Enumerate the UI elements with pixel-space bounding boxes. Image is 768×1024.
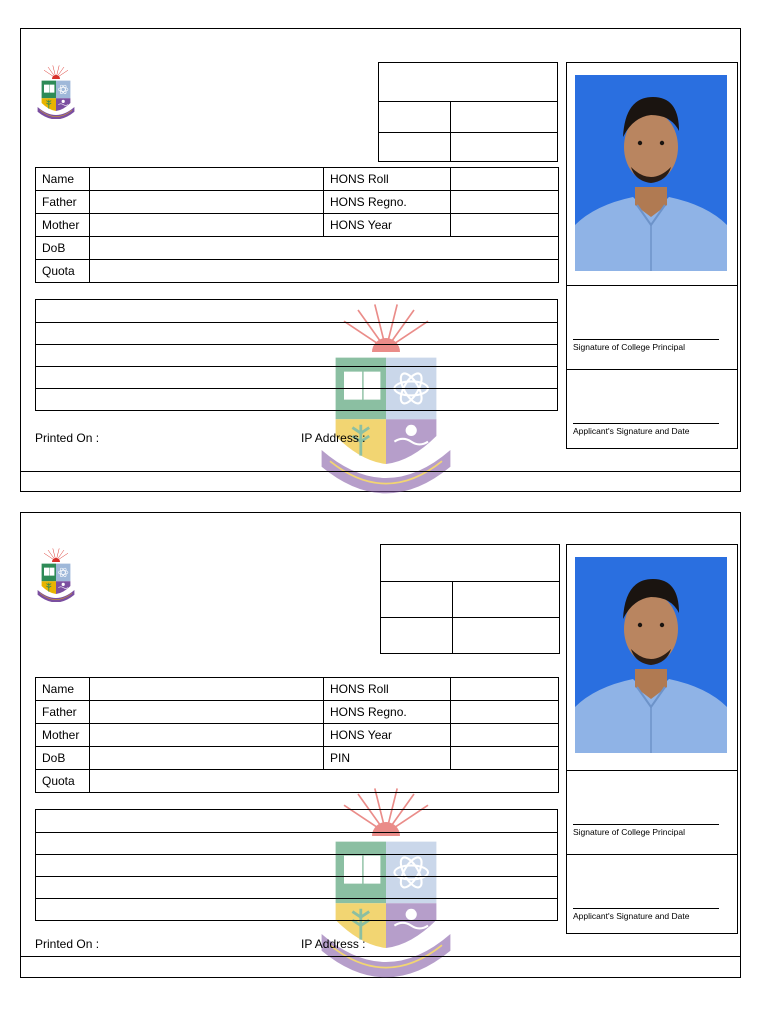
table-row [36, 214, 559, 237]
admit-card-1 [20, 28, 741, 492]
divider [21, 956, 740, 957]
university-logo-icon [36, 63, 76, 119]
quota-label: Quota [36, 770, 90, 793]
applicant-signature-label: Applicant's Signature and Date [573, 426, 690, 436]
applicant-signature-line [573, 908, 719, 909]
printed-on-label: Printed On : [35, 431, 100, 445]
code-box [378, 62, 558, 162]
hons-roll-label: HONS Roll [324, 168, 451, 191]
mother-label: Mother [36, 724, 90, 747]
dob-label: DoB [36, 237, 90, 260]
applicant-photo [575, 75, 727, 271]
printed-on-label: Printed On : [35, 937, 100, 951]
hons-roll-label: HONS Roll [324, 678, 451, 701]
father-label: Father [36, 191, 90, 214]
applicant-signature-label: Applicant's Signature and Date [573, 911, 690, 921]
table-row [36, 237, 559, 260]
divider [567, 854, 737, 855]
applicant-info-table [35, 677, 559, 793]
divider [567, 285, 737, 286]
hons-year-label: HONS Year [324, 214, 451, 237]
hons-year-label: HONS Year [324, 724, 451, 747]
name-label: Name [36, 168, 90, 191]
photo-signature-panel [566, 544, 738, 934]
applicant-info-table [35, 167, 559, 283]
ip-address-label: IP Address : [301, 937, 366, 951]
dob-label: DoB [36, 747, 90, 770]
table-row [36, 747, 559, 770]
principal-signature-label: Signature of College Principal [573, 827, 685, 837]
name-label: Name [36, 678, 90, 701]
father-label: Father [36, 701, 90, 724]
divider [567, 369, 737, 370]
hons-regno-label: HONS Regno. [324, 191, 451, 214]
quota-label: Quota [36, 260, 90, 283]
ip-address-label: IP Address : [301, 431, 366, 445]
applicant-photo [575, 557, 727, 753]
photo-signature-panel [566, 62, 738, 449]
blank-lines-box [35, 809, 558, 921]
code-box [380, 544, 560, 654]
table-row [36, 701, 559, 724]
divider [21, 471, 740, 472]
divider [567, 770, 737, 771]
admit-card-2 [20, 512, 741, 978]
blank-lines-box [35, 299, 558, 411]
principal-signature-line [573, 339, 719, 340]
pin-label: PIN [324, 747, 451, 770]
table-row [36, 260, 559, 283]
principal-signature-label: Signature of College Principal [573, 342, 685, 352]
table-row [36, 168, 559, 191]
table-row [36, 678, 559, 701]
hons-regno-label: HONS Regno. [324, 701, 451, 724]
principal-signature-line [573, 824, 719, 825]
mother-label: Mother [36, 214, 90, 237]
table-row [36, 191, 559, 214]
table-row [36, 770, 559, 793]
university-logo-icon [36, 546, 76, 602]
table-row [36, 724, 559, 747]
applicant-signature-line [573, 423, 719, 424]
